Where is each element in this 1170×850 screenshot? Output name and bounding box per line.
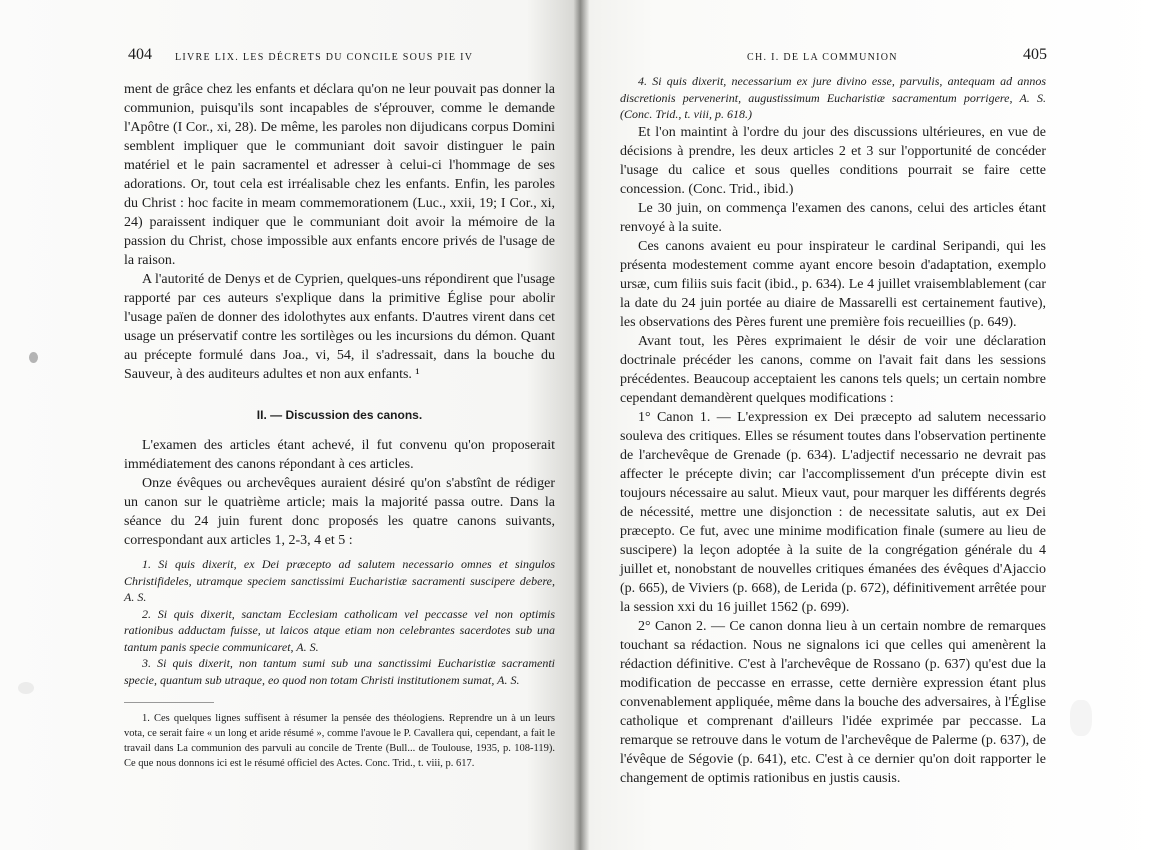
right-page: [620, 0, 1060, 850]
right-page-header: [620, 46, 1060, 70]
paragraph: Le 30 juin, on commença l'examen des canons, celui des articles étant renvoyé à la suite.: [620, 200, 1046, 235]
canon-list: [124, 556, 555, 688]
paragraph: Onze évêques ou archevêques auraient désiré qu'on s'abstînt de rédiger un canon sur le quatrième article; mais la majorité passa outre. Dans la séance du 24 juin furent donc proposés les quatre canons suivants, correspondant aux articles 1, 2-3, 4 et 5 :: [124, 476, 555, 548]
paragraph: A l'autorité de Denys et de Cyprien, quelques-uns répondirent que l'usage rapporté par ces auteurs s'explique dans la primitive Église pour abolir l'usage païen de donner des idolothytes aux enfants. D'autres virent dans cet usage un préservatif contre les sortilèges ou les incursions du démon. Quant au précepte formulé dans Joa., vi, 54, il s'adressait, dans la bouche du Sauveur, à des auditeurs adultes et non aux enfants. ¹: [124, 272, 555, 382]
right-page-body: [620, 73, 1046, 788]
canon-item: 4. Si quis dixerit, necessarium ex jure divino esse, parvulis, antequam ad annos discretionis pervenerint, augustissimum Eucharistiæ sacramentum porrigere, A. S. (Conc. Trid., t. viii, p. 618.): [620, 74, 1046, 121]
paragraph: L'examen des articles étant achevé, il fut convenu qu'on proposerait immédiatement des canons répondant à ces articles.: [124, 438, 555, 472]
paragraph: Avant tout, les Pères exprimaient le désir de voir une déclaration doctrinale précéder les canons, comme on l'avait fait dans les sessions précédentes. Beaucoup acceptaient les canons tels quels; un certain nombre cependant demandèrent quelques modifications :: [620, 333, 1046, 406]
canon-item: 3. Si quis dixerit, non tantum sumi sub una sanctissimi Eucharistiæ sacramenti specie, quantum sub utraque, eo quod non totam Christi institutionem sumat, A. S.: [124, 656, 555, 687]
left-page-header: [100, 46, 565, 70]
left-page-body: [124, 80, 555, 771]
paragraph: Et l'on maintint à l'ordre du jour des discussions ultérieures, en vue de décisions à prendre, les deux articles 2 et 3 sur l'opportunité de concéder l'usage du calice et sous quelles conditions pourrait se faire cette concession. (Conc. Trid., ibid.): [620, 124, 1046, 197]
ink-spot: [29, 352, 38, 363]
canon-item: 2. Si quis dixerit, sanctam Ecclesiam catholicam vel peccasse vel non optimis rationibus adductam fuisse, ut laicos atque etiam non celebrantes sacerdotes sub una tantum panis specie communicaret, A. S.: [124, 606, 555, 654]
smudge: [18, 682, 34, 694]
paragraph: 1° Canon 1. — L'expression ex Dei præcepto ad salutem necessario souleva des critiques. Elles se résument toutes dans l'observation pertinente de l'archevêque de Grenade (p. 634). L'adjectif necessario ne devrait pas affecter le précepte divin; car l'accomplissement d'un précepte divin est toujours nécessaire au salut. Mieux vaut, pour marquer les différents degrés de nécessité, mettre une disjonction : de necessitate salutis, aut ex Dei præcepto. Ce fut, avec une minime modification finale (sumere au lieu de suscipere) la leçon adoptée à la suite de la congrégation générale du 4 juillet et, nonobstant de nouvelles critiques émanées des évêques d'Ajaccio (p. 665), de Viviers (p. 668), de Lerida (p. 672), définitivement arrêtée pour la session xxi du 16 juillet 1562 (p. 699).: [620, 409, 1046, 615]
smudge: [1070, 700, 1092, 736]
paragraph: Ces canons avaient eu pour inspirateur le cardinal Seripandi, qui les présenta modestement comme ayant encore besoin d'adaptation, exemplo ursæ, cum filiis suis facit (ibid., p. 634). Le 4 juillet vraisemblablement (car la date du 24 juin portée au diaire de Massarelli est certainement fautive), les observations des Pères furent une première fois recueillies (p. 649).: [620, 238, 1046, 330]
left-running-head: LIVRE LIX. LES DÉCRETS DU CONCILE SOUS PIE IV: [175, 52, 474, 63]
footnote: 1. Ces quelques lignes suffisent à résumer la pensée des théologiens. Reprendre un à un leurs vota, ce serait faire « un long et aride résumé », comme l'avoue le P. Cavallera qui, cependant, a fait le travail dans La communion des parvuli au concile de Trente (Bull... de Toulouse, 1935, p. 108-119). Ce que nous donnons ici est le résumé officiel des Actes. Conc. Trid., t. viii, p. 617.: [124, 713, 555, 769]
section-title: II. — Discussion des canons.: [256, 408, 423, 422]
footnote-rule: [124, 702, 214, 703]
right-running-head: CH. I. DE LA COMMUNION: [747, 52, 898, 63]
paragraph: 2° Canon 2. — Ce canon donna lieu à un certain nombre de remarques touchant sa rédaction. Nous ne signalons ici que celles qui amenèrent la rédaction définitive. C'est à l'archevêque de Rossano (p. 637) qu'est due la modification de peccasse en errasse, cette dernière expression étant plus convenablement appliquée, même dans la bouche des adversaires, à l'Église catholique et comprenant d'ailleurs l'idée exprimée par peccasse. La remarque se retrouve dans le votum de l'archevêque de Palerme (p. 637), de l'évêque de Ségovie (p. 641), etc. C'est à ce dernier qu'on doit rapporter le changement de optimis rationibus en justis causis.: [620, 618, 1046, 786]
left-page: [100, 0, 565, 850]
right-page-number: 405: [1023, 46, 1047, 63]
canon-item: 1. Si quis dixerit, ex Dei præcepto ad salutem necessario omnes et singulos Christifideles, utramque speciem sanctissimi Eucharistiæ sacramenti suscipere debere, A. S.: [124, 557, 555, 604]
paragraph: ment de grâce chez les enfants et déclara qu'on ne leur pouvait pas donner la communion, puisqu'ils sont incapables de s'éprouver, comme le demande l'Apôtre (I Cor., xi, 28). De même, les paroles non dijudicans corpus Domini semblent impliquer que le communiant doit savoir distinguer le pain matériel et le pain sacramentel et adresser à celui-ci l'hommage de ses adorations. Or, tout cela est irréalisable chez les enfants. Enfin, les paroles du Christ : hoc facite in meam commemorationem (Luc., xxii, 19; I Cor., xi, 24) paraissent indiquer que le communiant doit avoir la mémoire de la passion du Christ, chose impossible aux enfants encore privés de l'usage de la raison.: [124, 82, 555, 268]
left-page-number: 404: [128, 46, 152, 63]
